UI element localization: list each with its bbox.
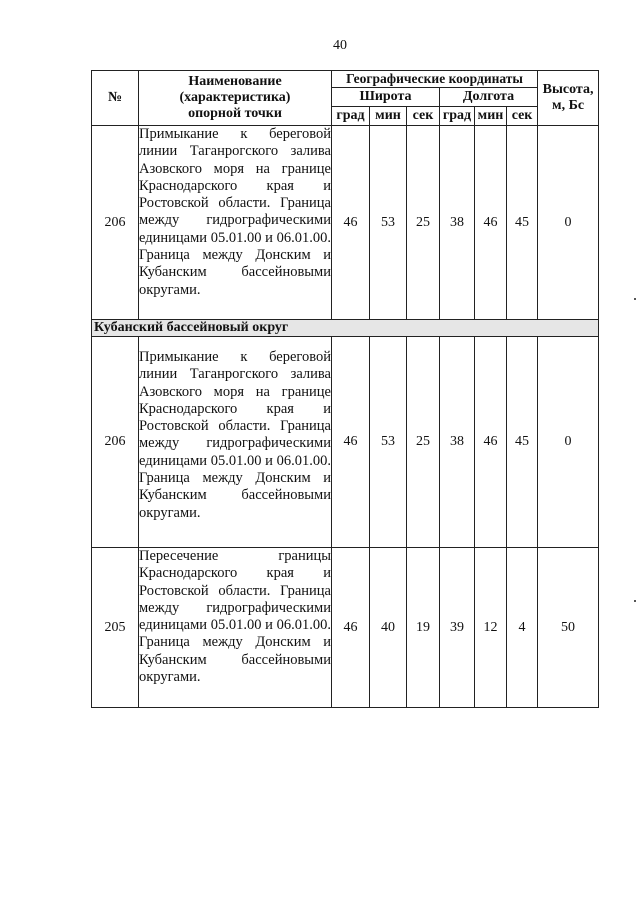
lon-min: 46	[475, 337, 507, 548]
point-description: Пересечение границы Краснодарского края и Ростовской области. Граница между гидрографическими единицами 05.01.00 и 06.01.00. Граница между Донским и Кубанским бассейновыми округами.	[139, 548, 332, 708]
lon-deg: 38	[440, 337, 475, 548]
lat-deg: 46	[332, 126, 370, 320]
scan-speck	[634, 600, 636, 602]
lat-sec: 25	[407, 126, 440, 320]
header-height: Высота, м, Бс	[538, 71, 599, 126]
section-title: Кубанский бассейновый округ	[92, 320, 599, 337]
lon-min: 12	[475, 548, 507, 708]
point-description: Примыкание к береговой линии Таганрогского залива Азовского моря на границе Краснодарского края и Ростовской области. Граница между гидрографическими единицами 05.01.00 и 06.01.00. Граница между Донским и Кубанским бассейновыми округами.	[139, 337, 332, 548]
header-geo: Географические координаты	[332, 71, 538, 88]
lon-sec: 45	[507, 126, 538, 320]
lon-min: 46	[475, 126, 507, 320]
table-row	[92, 126, 599, 320]
header-unit-min-lat: мин	[370, 107, 407, 126]
header-unit-min-lon: мин	[475, 107, 507, 126]
header-num: №	[92, 71, 139, 126]
table-row	[92, 548, 599, 708]
height-value: 0	[538, 337, 599, 548]
height-value: 0	[538, 126, 599, 320]
lat-sec: 19	[407, 548, 440, 708]
height-value: 50	[538, 548, 599, 708]
header-unit-sec-lat: сек	[407, 107, 440, 126]
table-row	[92, 337, 599, 548]
lat-deg: 46	[332, 548, 370, 708]
point-number: 206	[92, 126, 139, 320]
point-number: 206	[92, 337, 139, 548]
point-number: 205	[92, 548, 139, 708]
header-unit-deg-lon: град	[440, 107, 475, 126]
section-row	[92, 320, 599, 337]
point-description: Примыкание к береговой линии Таганрогского залива Азовского моря на границе Краснодарского края и Ростовской области. Граница между гидрографическими единицами 05.01.00 и 06.01.00. Граница между Донским и Кубанским бассейновыми округами.	[139, 126, 332, 320]
header-unit-deg-lat: град	[332, 107, 370, 126]
coordinates-table	[91, 70, 599, 708]
header-latitude: Широта	[332, 88, 440, 107]
header-unit-sec-lon: сек	[507, 107, 538, 126]
lat-deg: 46	[332, 337, 370, 548]
lat-min: 53	[370, 126, 407, 320]
lat-sec: 25	[407, 337, 440, 548]
lon-deg: 38	[440, 126, 475, 320]
lon-sec: 45	[507, 337, 538, 548]
page-number: 40	[333, 38, 347, 53]
lon-sec: 4	[507, 548, 538, 708]
header-name: Наименование (характеристика) опорной точки	[139, 71, 332, 126]
lat-min: 40	[370, 548, 407, 708]
lat-min: 53	[370, 337, 407, 548]
scan-speck	[634, 298, 636, 300]
header-longitude: Долгота	[440, 88, 538, 107]
lon-deg: 39	[440, 548, 475, 708]
